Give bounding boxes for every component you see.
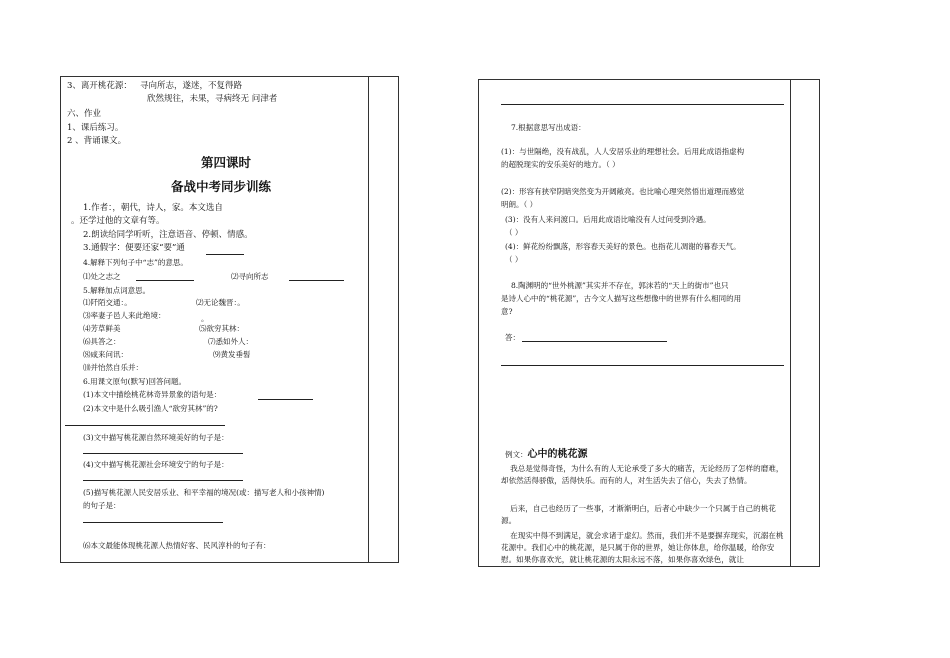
question-1: 1.作者：，朝代，诗人，家。本文选自 bbox=[83, 203, 223, 213]
homework-item-2: 2 、背诵课文。 bbox=[67, 136, 127, 146]
question-5j: ⑼黄发垂髫 bbox=[213, 350, 251, 359]
question-5: 5.解释加点词意思。 bbox=[83, 286, 151, 295]
question-8-cont: 是诗人心中的“桃花源”，古今文人描写这些想像中的世界有什么相同的用 bbox=[501, 294, 742, 303]
question-8: 8.陶渊明的“世外桃源”其实并不存在，郭沫若的“天上的街市”也只 bbox=[511, 281, 729, 290]
essay-paragraph-2: 后来，自己也经历了一些事，才渐渐明白，后者心中缺少一个只属于自己的桃花源。 bbox=[501, 504, 776, 526]
question-7a-cont: 的超脱现实的安乐美好的地方。（ ） bbox=[501, 160, 620, 169]
question-1-cont: 。还学过他的文章有等。 bbox=[71, 216, 165, 226]
question-7d-cont: （ ） bbox=[505, 255, 523, 264]
homework-item-1: 1、课后练习。 bbox=[67, 123, 124, 133]
question-6d: (4)文中描写桃花源社会环境安宁的句子是： bbox=[83, 460, 229, 469]
answer-line bbox=[83, 480, 243, 481]
answer-line bbox=[65, 425, 225, 426]
right-page bbox=[478, 79, 820, 567]
question-6: 6.用课文原句(默写)回答问题。 bbox=[83, 377, 187, 386]
question-7a: (1)：与世隔绝，没有战乱，人人安居乐业的理想社会。后用此成语指虚构 bbox=[501, 147, 745, 156]
question-6a: (1)本文中描绘桃花林奇异景象的语句是： bbox=[83, 390, 222, 399]
question-6f: ⑹本文最能体现桃花源人热情好客、民风淳朴的句子有： bbox=[83, 541, 271, 550]
question-5d: 。 bbox=[201, 314, 209, 323]
question-7c: (3)：没有人来问渡口。后用此成语比喻没有人过问受到冷遇。 bbox=[505, 215, 711, 224]
question-7d: (4)：鲜花纷纷飘落，形容春天美好的景色。也指花儿凋谢的暮春天气。 bbox=[505, 242, 741, 251]
essay-header: 例文：心中的桃花源 bbox=[505, 449, 588, 460]
question-5a: ⑴阡陌交通：。 bbox=[83, 298, 132, 307]
question-6b: (2)本文中是什么吸引渔人“欲穷其林”的? bbox=[83, 404, 218, 413]
essay-paragraph-3: 在现实中得不到满足，就会求诸于虚幻。然而，我们并不是要摒弃现实，沉溺在桃花源中。我们心中的桃花源，是只属于你的世界，她让你体息，给你温暖，给你安慰。如果你喜欢光，就让桃花源的太阳永远不落，如果你喜欢绿色，就让 bbox=[501, 531, 784, 565]
question-5e: ⑷芳草鲜美 bbox=[83, 324, 121, 333]
question-5c: ⑶率妻子邑人来此绝境： bbox=[83, 311, 166, 320]
question-7b-cont: 明朗。（ ） bbox=[501, 200, 538, 209]
answer-blank bbox=[136, 280, 194, 281]
question-7: 7.根据意思写出成语： bbox=[511, 123, 586, 132]
answer-blank bbox=[258, 399, 313, 400]
question-3: 3.通假字：便要还家“要”通 bbox=[83, 243, 185, 253]
question-5g: ⑹具答之： bbox=[83, 337, 121, 346]
review-line-2: 欣然规往，未果，寻病终无 问津者 bbox=[147, 94, 278, 104]
answer-line bbox=[501, 104, 784, 105]
question-5i: ⑻咸来问讯： bbox=[83, 350, 128, 359]
answer-line bbox=[83, 522, 223, 523]
answer-blank bbox=[522, 341, 667, 342]
question-2: 2.朗读给同学听听，注意语音、停顿、情感。 bbox=[83, 230, 253, 240]
question-6e-cont: 的句子是： bbox=[83, 501, 121, 510]
question-4a: ⑴处之志之 bbox=[83, 272, 121, 281]
question-6c: (3)文中描写桃花源自然环境美好的句子是： bbox=[83, 433, 229, 442]
left-margin-column bbox=[368, 77, 369, 562]
question-4: 4.解释下列句子中“志”的意思。 bbox=[83, 258, 188, 267]
practice-heading: 备战中考同步训练 bbox=[171, 179, 272, 194]
answer-line bbox=[501, 365, 784, 366]
section-homework: 六、作业 bbox=[67, 109, 102, 119]
question-5f: ⑸欲穷其林： bbox=[199, 324, 244, 333]
essay-paragraph-1: 我总是觉得奇怪，为什么有的人无论承受了多大的痛苦，无论经历了怎样的磨难，却依然活得骄傲，活得快乐。而有的人，对生活失去了信心，失去了热情。 bbox=[501, 464, 784, 486]
question-5k: ⑽并怡然自乐并： bbox=[83, 363, 143, 372]
question-6e: (5)描写桃花源人民安居乐业、和平幸福的境况(或：描写老人和小孩神情) bbox=[83, 488, 325, 497]
answer-blank bbox=[289, 280, 344, 281]
question-5b: ⑵无论魏晋：。 bbox=[196, 298, 245, 307]
essay-title: 心中的桃花源 bbox=[527, 449, 588, 460]
answer-line bbox=[83, 453, 243, 454]
question-5h: ⑺悉如外人： bbox=[208, 337, 253, 346]
question-7b: (2)：形容有狭窄阴暗突然变为开阔敞亮。也比喻心理突然悟出道理而感觉 bbox=[501, 187, 745, 196]
question-4b: ⑵寻向所志 bbox=[231, 272, 269, 281]
lesson-heading: 第四课时 bbox=[201, 155, 252, 170]
question-7c-cont: （ ） bbox=[505, 228, 523, 237]
question-8-end: 意? bbox=[501, 307, 513, 316]
answer-label: 答： bbox=[505, 333, 520, 342]
answer-blank bbox=[206, 254, 244, 255]
right-margin-column bbox=[790, 80, 791, 566]
review-line-1: 3、离开桃花源： 寻向所志，遂迷，不复得路 bbox=[67, 81, 243, 91]
left-page bbox=[60, 76, 399, 563]
